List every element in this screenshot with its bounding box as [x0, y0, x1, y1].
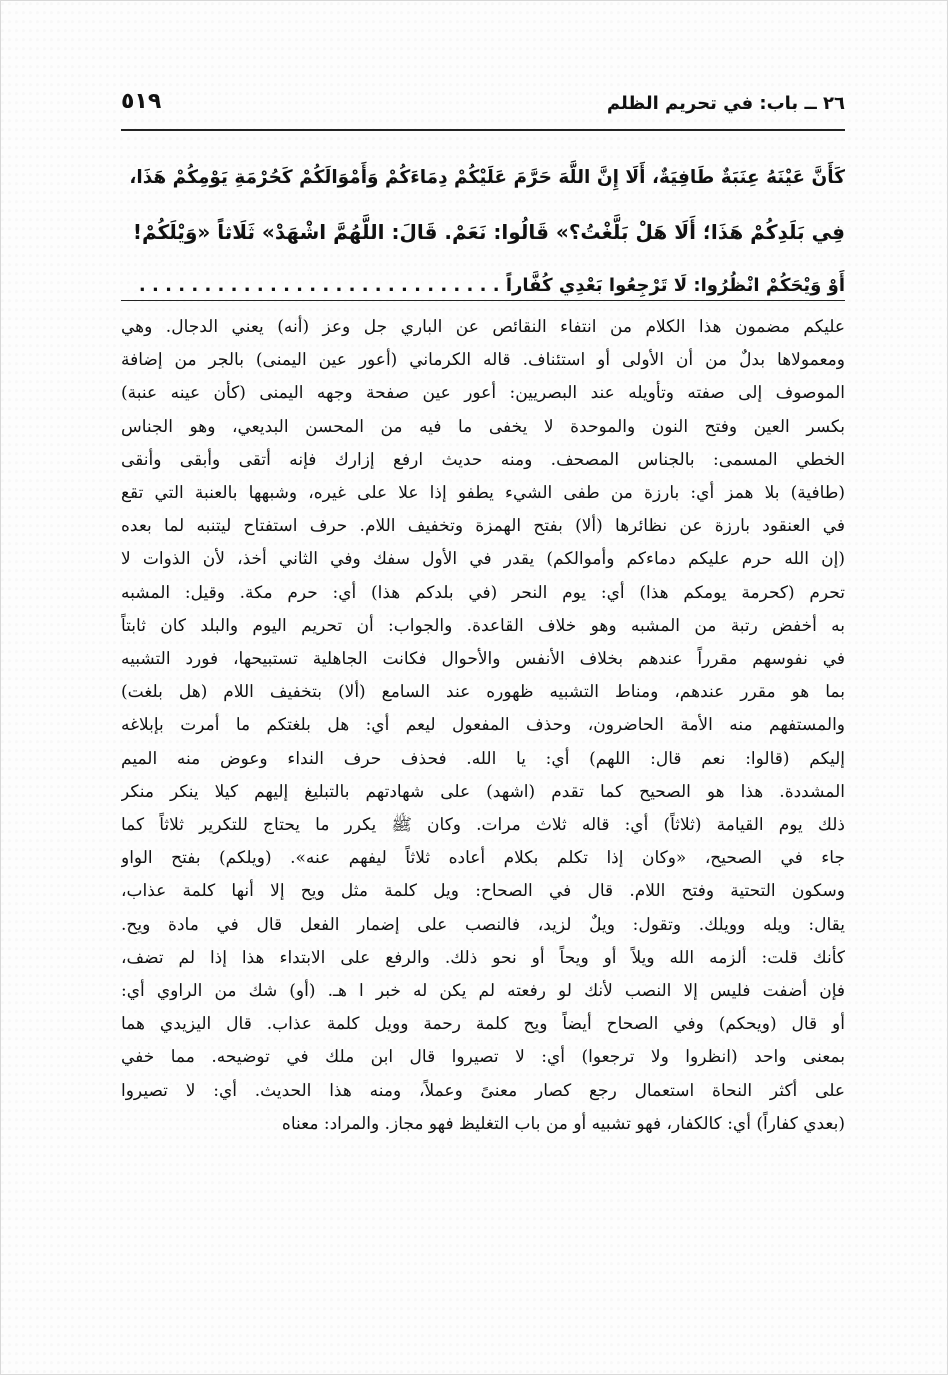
- commentary-line: به أخفض رتبة من المشبه وهو خلاف القاعدة. والجواب: أن تحريم اليوم والبلد كان ثابتاً: [121, 615, 845, 636]
- commentary-line: في العنقود بارزة عن نظائرها (ألا) بفتح الهمزة وتخفيف اللام. حرف استفتاح ليتنبه لما بعده: [121, 516, 845, 537]
- page-header: [121, 89, 845, 131]
- commentary-line: (بعدي كفاراً) أي: كالكفار، فهو تشبيه أو من باب التغليظ فهو مجاز. والمراد: معناه: [281, 1113, 845, 1134]
- commentary-line: (إن الله حرم عليكم دماءكم وأموالكم) يقدر في الأول سفك وفي الثاني أخذ، لأن الذوات لا: [121, 549, 845, 570]
- commentary-line: ذلك يوم القيامة (ثلاثاً) أي: قاله ثلاث مرات. وكان ﷺ يكرر ما يحتاج للتكرير ثلاثاً كما: [121, 815, 845, 836]
- commentary-line: بمعنى واحد (انظروا ولا ترجعوا) أي: لا تصيروا قال ابن ملك في توضيحه. مما خفي: [121, 1047, 845, 1068]
- commentary-line: تحرم (كحرمة يومكم هذا) أي: يوم النحر (في بلدكم هذا) أي: حرم مكة. وقيل: المشبه: [121, 582, 845, 603]
- commentary-line: أو قال (ويحكم) وفي الصحاح أيضاً ويح كلمة رحمة وويل كلمة عذاب. قال اليزيدي هما: [121, 1014, 845, 1035]
- commentary-line: بما هو مقرر عندهم، ومناط التشبيه ظهوره عند السامع (ألا) بتخفيف اللام (هل بلغت): [121, 682, 845, 703]
- commentary-line: بكسر العين وفتح النون والموحدة لا يخفى ما فيه من المحسن البديعي، وهو الجناس: [121, 416, 845, 437]
- hadith-line: أَوْ وَيْحَكُمْ انْظُرُوا: لَا تَرْجِعُوا بَعْدِي كُفَّاراً . . . . . . . . . . . . . . . . . . . . . . . . . . . .: [138, 275, 845, 296]
- commentary-line: في نفوسهم مقرراً عندهم بخلاف الأنفس والأحوال فكانت الجاهلية تستبيحها، فورد التشبيه: [121, 649, 845, 670]
- hadith-text: [121, 151, 845, 313]
- commentary-line: عليكم مضمون هذا الكلام من انتفاء النقائص عن الباري جل وعز (أنه) يعني الدجال. وهي: [121, 317, 845, 337]
- hadith-line: فِي بَلَدِكُمْ هَذَا؛ أَلَا هَلْ بَلَّغْتُ؟» قَالُوا: نَعَمْ. قَالَ: اللَّهُمَّ اشْهَدْ» ثَلَاثاً «وَيْلَكُمْ!: [132, 220, 845, 244]
- commentary-line: وسكون التحتية وفتح اللام. قال في الصحاح: ويل كلمة مثل ويح إلا أنها كلمة عذاب،: [121, 881, 845, 902]
- commentary-line: على أكثر النحاة استعمال رجع كصار معنىً وعملاً، ومنه هذا الحديث. أي: لا تصيروا: [121, 1080, 845, 1101]
- commentary-line: والمستفهم منه الأمة الحاضرون، وحذف المفعول ليعم أي: هل بلغتكم ما أمرت بإبلاغه: [121, 715, 845, 736]
- page-number: ٥١٩: [121, 89, 162, 114]
- commentary-line: الموصوف إلى صفته وتأويله عند البصريين: أعور عين صفحة وجهه اليمنى (كأن عينه عنبة): [121, 383, 845, 404]
- commentary-line: فإن أضفت فليس إلا النصب لأنك لو رفعته لم يكن له خبر ا هـ. (أو) شك من الراوي أي:: [121, 981, 845, 1002]
- chapter-title: ٢٦ ــ باب: في تحريم الظلم: [606, 93, 845, 114]
- commentary-line: ومعمولاها بدلٌ من أن الأولى أو استئناف. قاله الكرماني (أعور عين اليمنى) بالجر من إضافة: [121, 350, 845, 371]
- commentary-line: يقال: ويله وويلك. وتقول: ويلٌ لزيد، فالنصب على إضمار الفعل قال في مادة ويح.: [121, 914, 845, 935]
- footnote-divider: [121, 300, 845, 301]
- commentary-line: (طافية) بلا همز أي: بارزة من طفى الشيء يطفو إذا علا على غيره، وشبهها بالعنبة التي تقع: [121, 483, 845, 504]
- hadith-line: كَأَنَّ عَيْنَهُ عِنَبَةٌ طَافِيَةٌ، أَلَا إِنَّ اللَّهَ حَرَّمَ عَلَيْكُمْ دِمَاءَكُمْ وَأَمْوَالَكُمْ كَحُرْمَةِ يَوْمِكُمْ هَذَا،: [129, 167, 845, 188]
- commentary-line: المشددة. هذا هو الصحيح كما تقدم (اشهد) على شهادتهم بالتبليغ إليهم كيلا ينكر منكر: [121, 781, 845, 802]
- commentary-line: كأنك قلت: ألزمه الله ويلاً أو ويحاً أو نحو ذلك. والرفع على الابتداء هذا إذا لم تضف،: [121, 947, 845, 968]
- commentary-line: جاء في الصحيح، «وكان إذا تكلم بكلام أعاده ثلاثاً ليفهم عنه». (ويلكم) بفتح الواو: [121, 848, 845, 869]
- commentary-text: [121, 311, 845, 1141]
- commentary-line: الخطي المسمى: بالجناس المصحف. ومنه حديث ارفع إزارك فإنه أتقى وأبقى وأنقى: [121, 449, 845, 470]
- commentary-line: إليكم (قالوا: نعم قال: اللهم) أي: يا الله. فحذف حرف النداء وعوض منه الميم: [121, 748, 845, 769]
